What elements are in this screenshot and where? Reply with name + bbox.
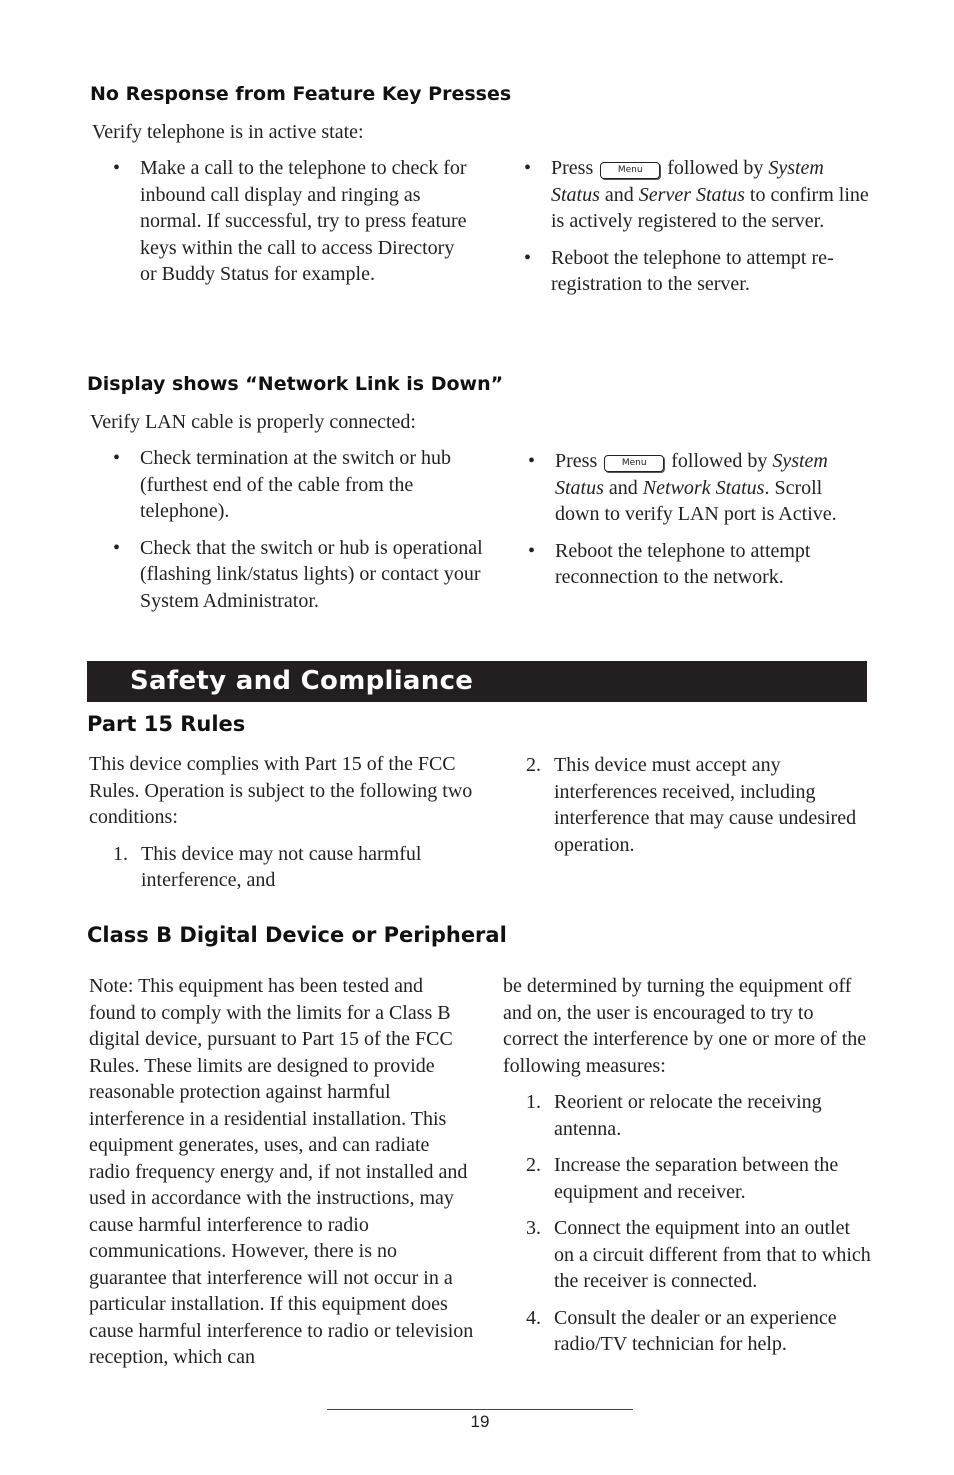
list-item: 3. Connect the equipment into an outlet on a circuit different from that to which the receiver is connected. (526, 1217, 871, 1292)
bullet: • (528, 539, 536, 562)
right-column (526, 752, 871, 868)
item-number: 3. (526, 1217, 541, 1239)
list-item: • Make a call to the telephone to check for inbound call display and ringing as normal. If successful, try to press feature keys within the call to access Directory or Buddy Status for example. (113, 157, 467, 285)
list-item: • Press Menu followed by System Status and Server Status to confirm line is actively registered to the server. (524, 157, 869, 232)
item-number: 4. (526, 1306, 541, 1329)
numbered-list (503, 1089, 871, 1358)
class-b-continued: be determined by turning the equipment off and on, the user is encouraged to try to correct the interference by one or more of the following measures: (503, 975, 867, 1077)
list-item: • Check termination at the switch or hub (furthest end of the cable from the telephone). (113, 447, 452, 522)
list-item: 2. Increase the separation between the equipment and receiver. (526, 1154, 839, 1203)
list-item: • Press Menu followed by System Status and Network Status. Scroll down to verify LAN port is Active. (528, 450, 837, 525)
list-item: • Reboot the telephone to attempt reconnection to the network. (528, 539, 811, 588)
footer-rule (327, 1409, 633, 1410)
item-number: 1. (113, 842, 128, 865)
safety-banner (87, 661, 867, 702)
list-item: 4. Consult the dealer or an experience radio/TV technician for help. (526, 1306, 837, 1355)
right-column (524, 155, 869, 308)
section-intro: Verify LAN cable is properly connected: (90, 411, 416, 433)
section-intro: Verify telephone is in active state: (92, 121, 364, 143)
left-column (113, 445, 483, 624)
menu-key-icon: Menu (600, 162, 660, 179)
left-column (89, 751, 474, 904)
list-item: 1. Reorient or relocate the receiving antenna. (526, 1091, 822, 1140)
list-item: • Check that the switch or hub is operational (flashing link/status lights) or contact your System Administrator. (113, 536, 483, 612)
numbered-list (89, 841, 474, 894)
item-number: 2. (526, 1154, 541, 1176)
section-heading-network-link: Display shows “Network Link is Down” (87, 373, 504, 395)
bullet: • (528, 450, 536, 472)
section-heading-feature-keys: No Response from Feature Key Presses (90, 83, 512, 105)
right-column (528, 448, 868, 601)
banner-title: Safety and Compliance (130, 666, 474, 696)
bullet: • (113, 157, 121, 179)
bullet: • (113, 536, 121, 559)
bullet: • (524, 157, 532, 179)
list-item: • Reboot the telephone to attempt re-registration to the server. (524, 246, 834, 295)
class-b-note: Note: This equipment has been tested and found to comply with the limits for a Class B digital device, pursuant to Part 15 of the FCC Rules. These limits are designed to provide reasonable protection against harmful interference in a residential installation. This equipment generates, uses, and can radiate radio frequency energy and, if not installed and used in accordance with the instructions, may cause harmful interference to radio communications. However, there is no guarantee that interference will not occur in a particular installation. If this equipment does cause harmful interference to radio or television reception, which can (89, 975, 474, 1368)
item-number: 2. (526, 754, 541, 776)
right-column (503, 973, 871, 1368)
list-item: 2. This device must accept any interferences received, including interference that may cause undesired operation. (526, 754, 857, 856)
section-heading-class-b: Class B Digital Device or Peripheral (87, 923, 507, 947)
left-column (113, 155, 473, 298)
page-number: 19 (470, 1412, 490, 1431)
item-number: 1. (526, 1091, 541, 1113)
part15-intro: This device complies with Part 15 of the FCC Rules. Operation is subject to the following two conditions: (89, 753, 473, 828)
list-item: 1. This device may not cause harmful interference, and (113, 842, 422, 891)
bullet: • (524, 246, 532, 269)
bullet: • (113, 447, 121, 469)
menu-key-icon: Menu (604, 455, 664, 472)
section-heading-part15: Part 15 Rules (87, 712, 246, 736)
left-column (89, 973, 474, 1371)
